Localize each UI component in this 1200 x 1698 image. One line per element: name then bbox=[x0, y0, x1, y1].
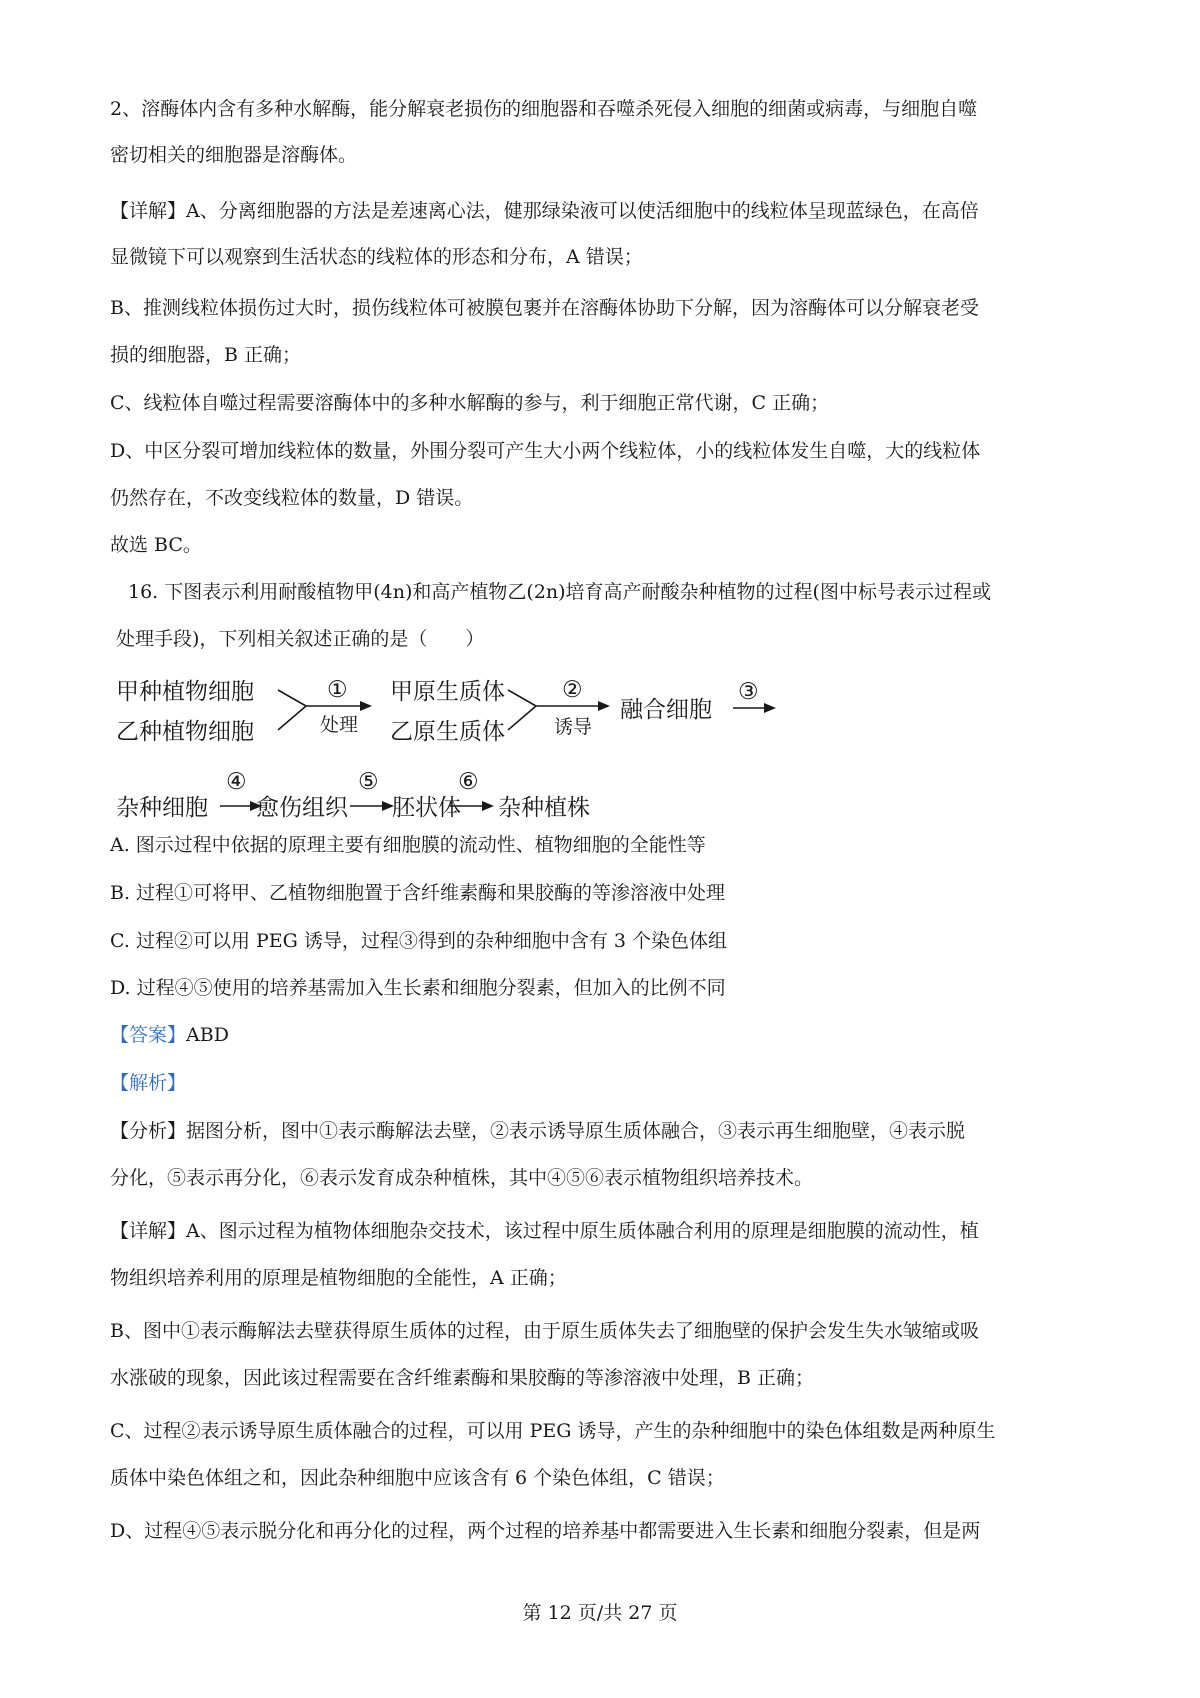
answer-label: 【答案】 bbox=[110, 1024, 187, 1046]
paragraph: 物组织培养利用的原理是植物细胞的全能性，A 正确； bbox=[110, 1267, 567, 1289]
paragraph: 故选 BC。 bbox=[110, 534, 202, 556]
process-diagram bbox=[110, 668, 810, 838]
paragraph: 分化，⑤表示再分化，⑥表示发育成杂种植株，其中④⑤⑥表示植物组织培养技术。 bbox=[110, 1167, 814, 1189]
step-6-marker: ⑥ bbox=[458, 769, 479, 795]
paragraph: 损的细胞器，B 正确； bbox=[110, 344, 302, 366]
protoplast-a: 甲原生质体 bbox=[390, 679, 505, 705]
paragraph: D、过程④⑤表示脱分化和再分化的过程，两个过程的培养基中都需要进入生长素和细胞分裂素，但是两 bbox=[110, 1520, 981, 1542]
plant-cell-b: 乙种植物细胞 bbox=[116, 719, 254, 745]
paragraph: 显微镜下可以观察到生活状态的线粒体的形态和分布，A 错误； bbox=[110, 246, 643, 268]
analysis-heading: 【解析】 bbox=[110, 1072, 187, 1094]
step-4-marker: ④ bbox=[226, 769, 247, 795]
step-1-label: 处理 bbox=[320, 714, 359, 736]
paragraph: 2、溶酶体内含有多种水解酶，能分解衰老损伤的细胞器和吞噬杀死侵入细胞的细菌或病毒，与细胞自噬 bbox=[110, 98, 978, 120]
step-5-marker: ⑤ bbox=[358, 769, 379, 795]
paragraph: 密切相关的细胞器是溶酶体。 bbox=[110, 144, 358, 166]
fused-cell: 融合细胞 bbox=[620, 697, 712, 723]
question-16-stem: 16. 下图表示利用耐酸植物甲(4n)和高产植物乙(2n)培育高产耐酸杂种植物的过程(图中标号表示过程或 bbox=[128, 581, 991, 603]
question-16-stem: 处理手段)，下列相关叙述正确的是（ ） bbox=[116, 628, 485, 650]
hybrid-cell: 杂种细胞 bbox=[116, 795, 208, 821]
protoplast-b: 乙原生质体 bbox=[390, 719, 505, 745]
paragraph: 【详解】A、图示过程为植物体细胞杂交技术，该过程中原生质体融合利用的原理是细胞膜的流动性，植 bbox=[110, 1220, 979, 1242]
paragraph: B、推测线粒体损伤过大时，损伤线粒体可被膜包裹并在溶酶体协助下分解，因为溶酶体可以分解衰老受 bbox=[110, 297, 979, 319]
paragraph: D、中区分裂可增加线粒体的数量，外围分裂可产生大小两个线粒体，小的线粒体发生自噬，大的线粒体 bbox=[110, 440, 981, 462]
paragraph: 仍然存在，不改变线粒体的数量，D 错误。 bbox=[110, 487, 474, 509]
paragraph: C、过程②表示诱导原生质体融合的过程，可以用 PEG 诱导，产生的杂种细胞中的染色体组数是两种原生 bbox=[110, 1420, 996, 1442]
callus: 愈伤组织 bbox=[256, 795, 348, 821]
answer-line bbox=[110, 1022, 229, 1048]
option-d: D. 过程④⑤使用的培养基需加入生长素和细胞分裂素，但加入的比例不同 bbox=[110, 977, 726, 999]
answer-value: ABD bbox=[186, 1024, 229, 1046]
step-2-label: 诱导 bbox=[554, 716, 593, 738]
plant-cell-a: 甲种植物细胞 bbox=[116, 679, 254, 705]
paragraph: 质体中染色体组之和，因此杂种细胞中应该含有 6 个染色体组，C 错误； bbox=[110, 1467, 725, 1489]
paragraph: 水涨破的现象，因此该过程需要在含纤维素酶和果胶酶的等渗溶液中处理，B 正确； bbox=[110, 1367, 815, 1389]
option-b: B. 过程①可将甲、乙植物细胞置于含纤维素酶和果胶酶的等渗溶液中处理 bbox=[110, 882, 726, 904]
paragraph: C、线粒体自噬过程需要溶酶体中的多种水解酶的参与，利于细胞正常代谢，C 正确； bbox=[110, 392, 830, 414]
step-1-marker: ① bbox=[327, 677, 348, 703]
embryoid: 胚状体 bbox=[392, 795, 461, 821]
step-2-marker: ② bbox=[562, 677, 583, 703]
paragraph: 【详解】A、分离细胞器的方法是差速离心法，健那绿染液可以使活细胞中的线粒体呈现蓝绿色，在高倍 bbox=[110, 200, 979, 222]
option-a: A. 图示过程中依据的原理主要有细胞膜的流动性、植物细胞的全能性等 bbox=[110, 834, 706, 856]
hybrid-plant: 杂种植株 bbox=[498, 795, 590, 821]
page-footer: 第 12 页/共 27 页 bbox=[522, 1602, 678, 1624]
paragraph: B、图中①表示酶解法去壁获得原生质体的过程，由于原生质体失去了细胞壁的保护会发生失水皱缩或吸 bbox=[110, 1320, 979, 1342]
paragraph: 【分析】据图分析，图中①表示酶解法去壁，②表示诱导原生质体融合，③表示再生细胞壁，④表示脱 bbox=[110, 1120, 966, 1142]
option-c: C. 过程②可以用 PEG 诱导，过程③得到的杂种细胞中含有 3 个染色体组 bbox=[110, 930, 728, 952]
step-3-marker: ③ bbox=[738, 679, 759, 705]
